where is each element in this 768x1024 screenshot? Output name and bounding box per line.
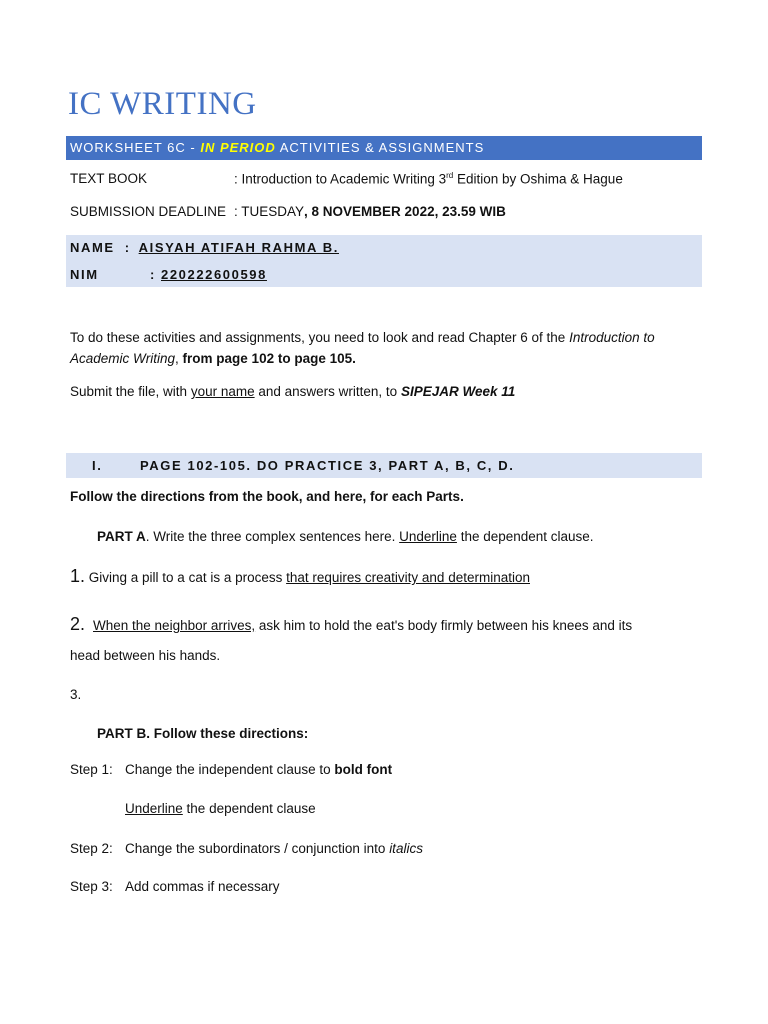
bold-font-text: bold font <box>334 762 393 777</box>
sipejar-text: SIPEJAR Week 11 <box>400 384 516 399</box>
follow-directions: Follow the directions from the book, and here, for each Parts. <box>70 489 464 504</box>
name-row <box>70 240 339 255</box>
answer-1: 1. Giving a pill to a cat is a process that requires creativity and determination <box>70 566 530 586</box>
nim-value: 220222600598 <box>161 267 267 282</box>
part-a-label: PART A <box>97 529 146 544</box>
part-a-instructions: PART A. Write the three complex sentences here. Underline the dependent clause. <box>97 529 594 544</box>
step-2 <box>70 841 710 861</box>
band-prefix: WORKSHEET 6C - <box>70 140 201 155</box>
step-1-label: Step 1: <box>70 762 113 777</box>
worksheet-band <box>66 136 702 160</box>
deadline-value: : TUESDAY, 8 NOVEMBER 2022, 23.59 WIB <box>234 204 506 219</box>
page-title: IC WRITING <box>68 86 257 122</box>
band-suffix: ACTIVITIES & ASSIGNMENTS <box>275 140 485 155</box>
step-3-text: Add commas if necessary <box>125 879 280 894</box>
answer-2: 2. When the neighbor arrives, ask him to hold the eat's body firmly between his knees and its <box>70 614 633 634</box>
step-1-sub-text: Underline the dependent clause <box>125 801 316 816</box>
textbook-label: TEXT BOOK <box>70 171 148 186</box>
answer-2-continuation: head between his hands. <box>70 648 221 663</box>
book-title: Introduction to Academic Writing <box>70 330 655 366</box>
textbook-value: : Introduction to Academic Writing 3rd Edition by Oshima & Hague <box>234 171 623 187</box>
step-1-sub <box>70 801 710 821</box>
step-1 <box>70 762 710 782</box>
nim-row <box>70 267 470 282</box>
answer-1-number: 1. <box>70 566 86 586</box>
name-value: AISYAH ATIFAH RAHMA B. <box>138 240 339 255</box>
italics-text: italics <box>389 841 423 856</box>
page-range: from page 102 to page 105. <box>182 351 356 366</box>
deadline-row <box>70 204 710 224</box>
name-label: NAME <box>70 240 115 255</box>
band-highlight: IN PERIOD <box>200 140 276 155</box>
step-3-label: Step 3: <box>70 879 113 894</box>
answer-1-dependent-clause: that requires creativity and determination <box>286 570 530 585</box>
intro-paragraph: To do these activities and assignments, you need to look and read Chapter 6 of the Introduction to Academic Writing, from page 102 to page 105. <box>70 330 655 366</box>
underline-instruction: Underline <box>125 801 183 816</box>
name-sep: : <box>124 240 131 255</box>
textbook-row <box>70 171 710 191</box>
textbook-sup: rd <box>446 171 454 180</box>
deadline-date: , 8 NOVEMBER 2022, 23.59 WIB <box>304 204 506 219</box>
step-1-text: Change the independent clause to bold font <box>125 762 393 777</box>
nim-sep: : <box>150 267 156 282</box>
section-heading <box>66 453 702 478</box>
student-info-box <box>66 235 702 287</box>
submit-paragraph: Submit the file, with your name and answers written, to SIPEJAR Week 11 <box>70 384 516 399</box>
section-title: PAGE 102-105. DO PRACTICE 3, PART A, B, C, D. <box>140 458 515 473</box>
section-number: I. <box>92 458 103 473</box>
your-name-text: your name <box>190 384 255 399</box>
answer-3-number: 3. <box>70 687 82 702</box>
underline-word: Underline <box>399 529 457 544</box>
answer-2-dependent-clause: When the neighbor arrives, <box>93 618 256 633</box>
step-2-label: Step 2: <box>70 841 113 856</box>
deadline-label: SUBMISSION DEADLINE <box>70 204 227 219</box>
step-2-text: Change the subordinators / conjunction into italics <box>125 841 423 856</box>
part-b-heading: PART B. Follow these directions: <box>97 726 309 741</box>
step-3 <box>70 879 710 899</box>
nim-label: NIM <box>70 267 99 282</box>
answer-2-number: 2. <box>70 614 86 634</box>
